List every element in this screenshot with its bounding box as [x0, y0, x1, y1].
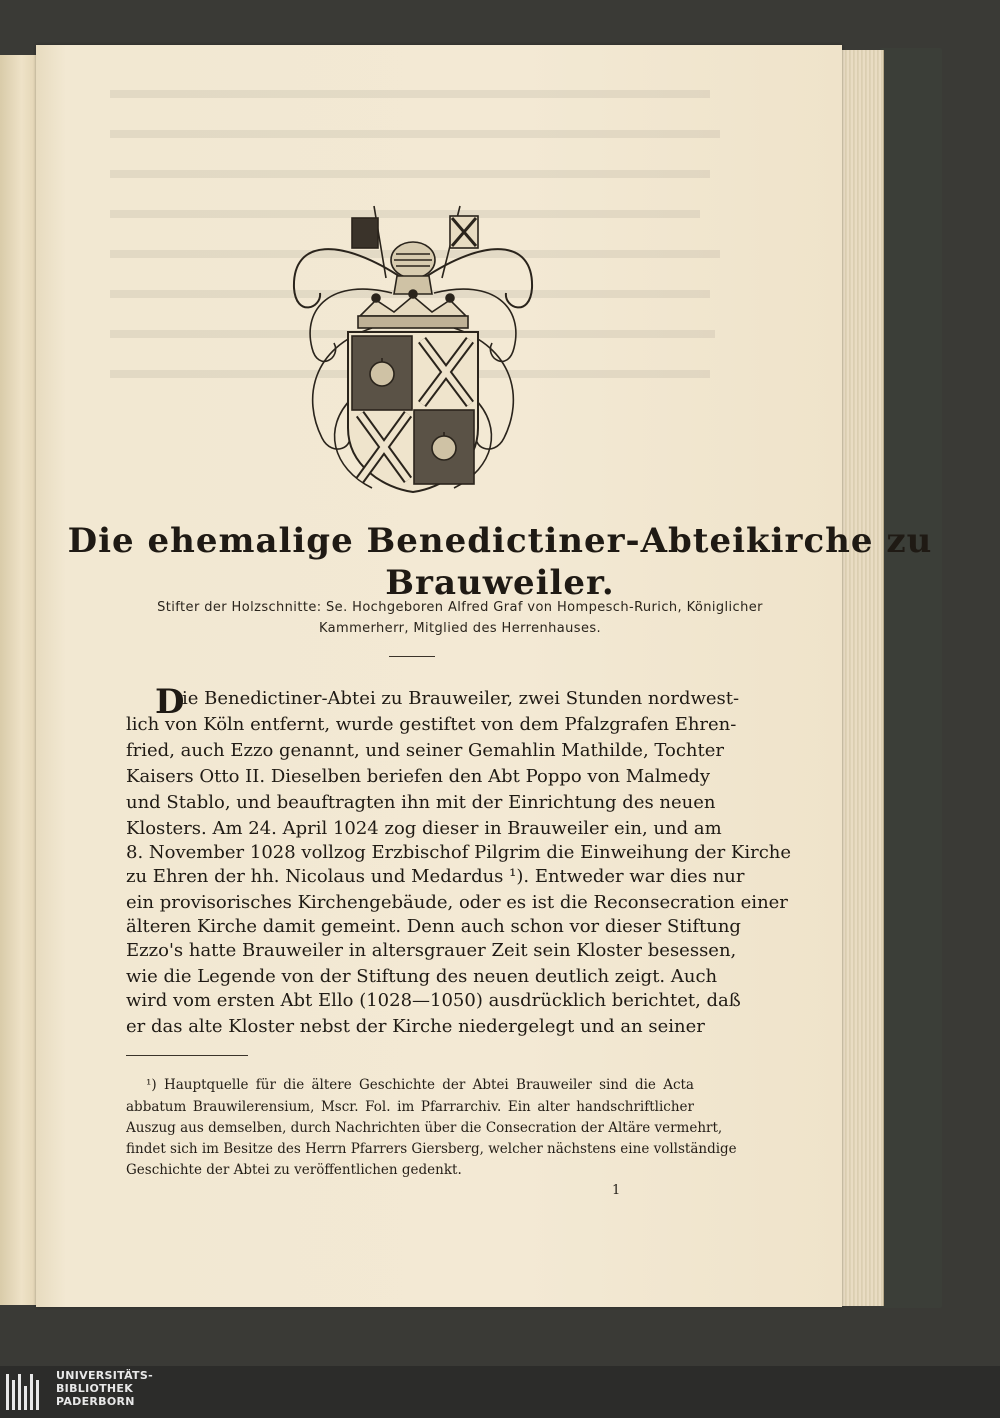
page-number: 1 — [612, 1183, 621, 1198]
body-line: ein provisorisches Kirchengebäude, oder es ist die Reconsecration einer — [126, 892, 788, 913]
footnote-line: Auszug aus demselben, durch Nachrichten über die Consecration der Altäre vermehrt, — [126, 1120, 723, 1136]
footnote-line: findet sich im Besitze des Herrn Pfarrers Giersberg, welcher nächstens eine vollständige — [126, 1141, 737, 1157]
footnote-line: ¹) Hauptquelle für die ältere Geschichte der Abtei Brauweiler sind die Acta — [146, 1077, 694, 1093]
body-line: er das alte Kloster nebst der Kirche niedergelegt und an seiner — [126, 1016, 705, 1037]
library-name-line-3: PADERBORN — [56, 1395, 135, 1408]
article-title-line-2: Brauweiler. — [385, 563, 615, 603]
woodcut-sponsor-line-1: Stifter der Holzschnitte: Se. Hochgeboren Alfred Graf von Hompesch-Rurich, Königlicher — [157, 600, 763, 615]
footnote-line: Geschichte der Abtei zu veröffentlichen gedenkt. — [126, 1162, 462, 1178]
body-line: ie Benedictiner-Abtei zu Brauweiler, zwei Stunden nordwest- — [182, 688, 740, 709]
woodcut-sponsor-line-2: Kammerherr, Mitglied des Herrenhauses. — [318, 621, 602, 636]
title-divider — [389, 656, 435, 657]
footnote-divider — [126, 1055, 248, 1056]
body-line: zu Ehren der hh. Nicolaus und Medardus ¹). Entweder war dies nur — [126, 866, 745, 887]
body-line: und Stablo, und beauftragten ihn mit der Einrichtung des neuen — [126, 792, 716, 813]
body-line: Klosters. Am 24. April 1024 zog dieser in Brauweiler ein, und am — [126, 818, 722, 839]
body-line: 8. November 1028 vollzog Erzbischof Pilgrim die Einweihung der Kirche — [126, 842, 792, 863]
body-line: wird vom ersten Abt Ello (1028—1050) ausdrücklich berichtet, daß — [126, 990, 741, 1011]
body-line: Kaisers Otto II. Dieselben beriefen den Abt Poppo von Malmedy — [126, 766, 711, 787]
library-footer-bar — [0, 1366, 1000, 1418]
body-line: lich von Köln entfernt, wurde gestiftet von dem Pfalzgrafen Ehren- — [126, 714, 737, 735]
left-page-edge — [0, 55, 36, 1305]
coat-of-arms-illustration — [282, 198, 544, 496]
footnote-line: abbatum Brauwilerensium, Mscr. Fol. im Pfarrarchiv. Ein alter handschriftlicher — [126, 1099, 694, 1115]
body-line: fried, auch Ezzo genannt, und seiner Gemahlin Mathilde, Tochter — [126, 740, 725, 761]
library-name-line-1: UNIVERSITÄTS- — [56, 1369, 153, 1382]
drop-capital: D — [155, 682, 185, 722]
body-line: wie die Legende von der Stiftung des neuen deutlich zeigt. Auch — [126, 966, 718, 987]
article-title-line-1: Die ehemalige Benedictiner-Abteikirche zu — [67, 521, 933, 561]
library-name-line-2: BIBLIOTHEK — [56, 1382, 134, 1395]
book-cover-board — [880, 48, 942, 1308]
library-logo-icon — [6, 1372, 46, 1412]
body-line: älteren Kirche damit gemeint. Denn auch schon vor dieser Stiftung — [126, 916, 741, 937]
body-line: Ezzo's hatte Brauweiler in altersgrauer Zeit sein Kloster besessen, — [126, 940, 737, 961]
page-edges — [835, 50, 884, 1306]
